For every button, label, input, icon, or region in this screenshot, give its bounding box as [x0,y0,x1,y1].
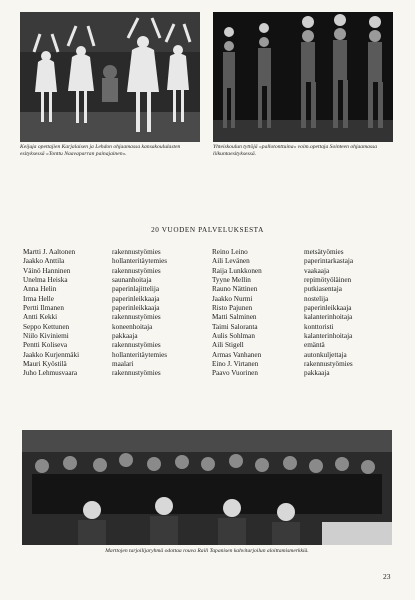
list-item-name: Taimi Saloranta [212,322,258,331]
list-item-job: repimötyöläinen [304,276,352,285]
right-names-column [212,248,294,379]
list-item-job: pakkaaja [304,369,330,378]
list-item-name: Seppo Kettunen [23,322,70,331]
list-item-job: paperinlajittelija [112,285,160,294]
list-item-job: rakennustyömies [112,248,161,256]
list-item-job: paperintarkastaja [304,257,354,266]
list-item-job: saunanhoitaja [112,276,152,285]
list-item-job: rakennustyömies [304,360,353,369]
list-item-job: rakennustyömies [112,313,161,322]
list-item-job: nostelija [304,294,329,303]
list-item-job: rakennustyömies [112,341,161,350]
list-item-name: Pertti Ilmanen [23,304,64,313]
caption-ball-gnomes: Yhteiskoulun tyttöjä »pallotonttuina« voim.opettaja Sointeen ohjaamassa liikuntaesityksessä. [213,144,378,157]
list-item-job: vaakaaja [304,266,330,275]
list-item-name: Jaakko Nurmi [212,294,253,303]
list-item-name: Paavo Vuorinen [212,369,258,378]
list-item-name: Matti Salminen [212,313,257,322]
list-item-job: paperinleikkaaja [112,304,160,313]
list-item-job: rakennustyömies [112,266,161,275]
list-item-job: putkiasentaja [304,285,342,294]
page-number: 23 [383,572,391,581]
caption-serving-group: Marttojen tarjoilijaryhmä odottaa rouva Raili Tapanisen kahvitarjoilun aloittamismerkkiä. [105,548,309,554]
list-item-job: metsätyömies [304,248,344,256]
list-item-job: pakkaaja [112,332,138,341]
photo-serving-group [22,430,392,545]
list-item-name: Reino Leino [212,248,248,256]
list-item-name: Anna Helin [23,285,57,294]
list-item-name: Aili Stigell [212,341,244,350]
list-item-job: rakennustyömies [112,369,161,378]
left-jobs-column [112,248,207,379]
list-item-job: maalari [112,360,134,369]
list-item-name: Aili Levänen [212,257,250,266]
list-item-name: Väinö Hanninen [23,266,71,275]
list-item-job: paperinleikkaaja [304,304,352,313]
list-item-name: Niilo Kiviniemi [23,332,69,341]
list-item-name: Juho Lehmusvaara [23,369,78,378]
list-item-job: hollanteritäytemies [112,257,168,266]
list-item-name: Aulis Sohlman [212,332,255,341]
service-heading: 20 VUODEN PALVELUKSESTA [151,226,264,234]
photo-ball-gnomes [213,12,393,142]
list-item-name: Mauri Kyöstilä [23,360,67,369]
list-item-name: Eino J. Virtanen [212,360,259,369]
list-item-name: Tyyne Mellin [212,276,251,285]
list-item-name: Pentti Koliseva [23,341,68,350]
list-item-job: autonkuljettaja [304,350,347,359]
list-item-job: hollanteritäytemies [112,350,168,359]
list-item-job: paperinleikkaaja [112,294,160,303]
list-item-name: Unelma Heiska [23,276,68,285]
list-item-name: Rauno Nättinen [212,285,258,294]
list-item-job: kalanterinhoitaja [304,313,353,322]
list-item-job: emäntä [304,341,325,350]
list-item-job: konttoristi [304,322,334,331]
list-item-name: Raija Lunkkonen [212,266,262,275]
list-item-name: Jaakko Anttila [23,257,65,266]
list-item-name: Antti Kekki [23,313,58,322]
list-item-name: Armas Vanhanen [212,350,262,359]
list-item-name: Jaakko Kurjenmäki [23,350,80,359]
list-item-name: Risto Pajunen [212,304,253,313]
list-item-name: Martti J. Aaltonen [23,248,76,256]
left-names-column [23,248,105,379]
list-item-job: kalanterinhoitaja [304,332,353,341]
right-jobs-column [304,248,399,379]
caption-fairies: Keijuja opettajien Karjalaisen ja Lehdon ohjaamassa kansakoululasten esityksessä »Tonttu Naavaparran painajainen«. [20,144,181,157]
list-item-job: koneenhoitaja [112,322,153,331]
list-item-name: Irma Helle [23,294,54,303]
photo-fairies [20,12,200,142]
